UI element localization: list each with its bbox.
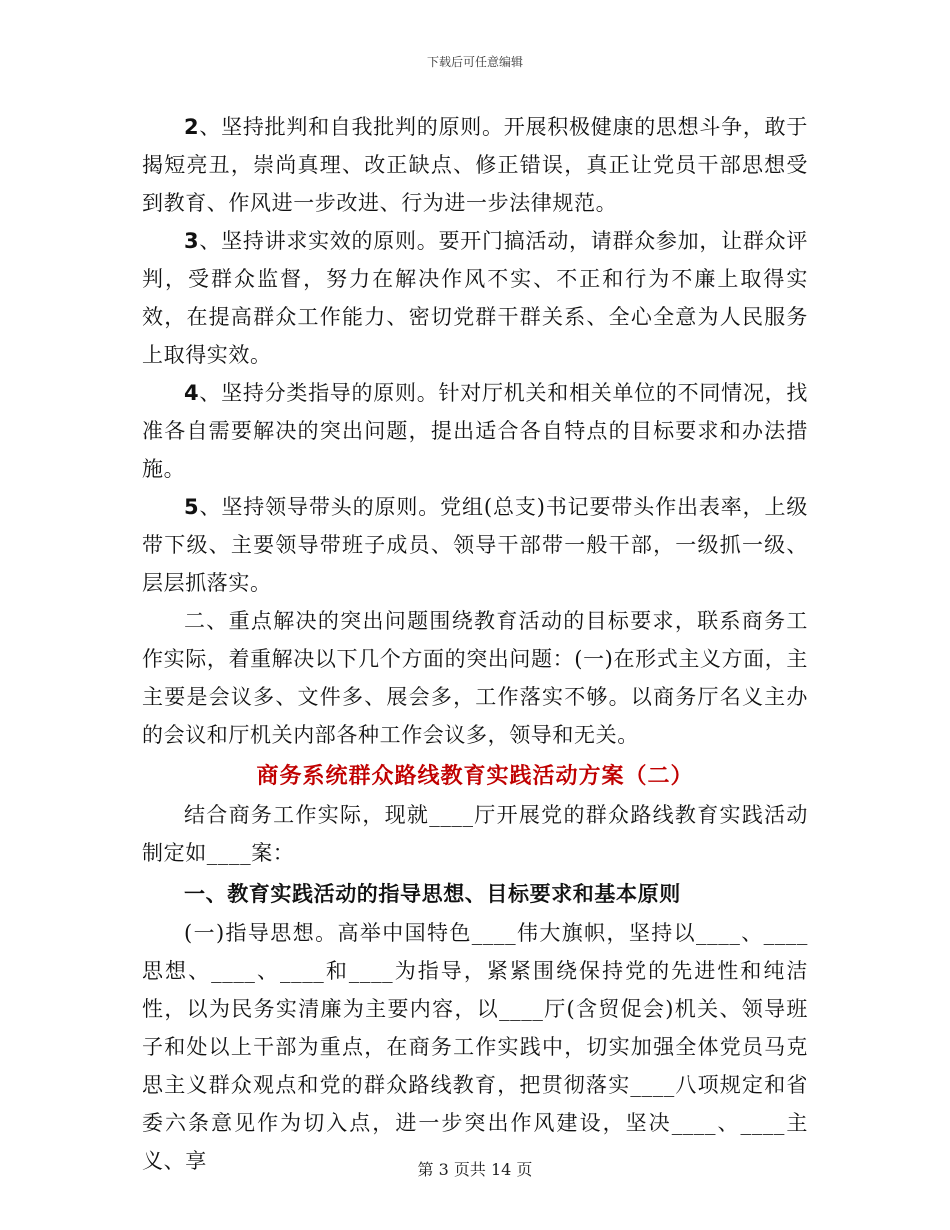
paragraph-principle-5 [142,488,808,602]
page-header: 下载后可任意编辑 [426,55,523,69]
section-heading: 一、教育实践活动的指导思想、目标要求和基本原则 [184,881,681,906]
paragraph-text: 、坚持领导带头的原则。党组(总支)书记要带头作出表率，上级带下级、主要领导带班子成员、领导干部带一般干部，一级抓一级、层层抓落实。 [142,495,808,595]
paragraph-principle-2 [142,108,808,222]
paragraph-key-problems [142,602,808,754]
document-body [142,108,808,1180]
paragraph-number: 2 [184,115,200,139]
paragraph-number: 4 [184,381,200,405]
guiding-thought-paragraph: (一)指导思想。高举中国特色____伟大旗帜，坚持以____、____思想、____、____和____为指导，紧紧围绕保持党的先进性和纯洁性，以为民务实清廉为主要内容，以____厅(含贸促会)机关、领导班子和处以上干部为重点，在商务工作实践中，切实加强全体党员马克思主义群众观点和党的群众路线教育，把贯彻落实____八项规定和省委六条意见作为切入点，进一步突出作风建设，坚决____、____主义、享 [142,921,808,1173]
page-footer: 第 3 页共 14 页 [417,1160,533,1179]
paragraph-text: 二、重点解决的突出问题围绕教育活动的目标要求，联系商务工作实际，着重解决以下几个方面的突出问题：(一)在形式主义方面，主主要是会议多、文件多、展会多，工作落实不够。以商务厅名义主办的会议和厅机关内部各种工作会议多，领导和无关。 [142,609,808,747]
paragraph-text: 、坚持批判和自我批判的原则。开展积极健康的思想斗争，敢于揭短亮丑，崇尚真理、改正缺点、修正错误，真正让党员干部思想受到教育、作风进一步改进、行为进一步法律规范。 [142,115,808,215]
section-title: 商务系统群众路线教育实践活动方案（二） [256,763,694,789]
paragraph-text: 、坚持分类指导的原则。针对厅机关和相关单位的不同情况，找准各自需要解决的突出问题，提出适合各自特点的目标要求和办法措施。 [142,381,808,481]
paragraph-number: 5 [184,495,200,519]
intro-paragraph: 结合商务工作实际，现就____厅开展党的群众路线教育实践活动制定如____案： [142,803,808,865]
paragraph-principle-3 [142,222,808,374]
paragraph-principle-4 [142,374,808,488]
paragraph-text: 、坚持讲求实效的原则。要开门搞活动，请群众参加，让群众评判，受群众监督，努力在解决作风不实、不正和行为不廉上取得实效，在提高群众工作能力、密切党群干群关系、全心全意为人民服务上取得实效。 [142,229,808,367]
paragraph-number: 3 [184,229,200,253]
